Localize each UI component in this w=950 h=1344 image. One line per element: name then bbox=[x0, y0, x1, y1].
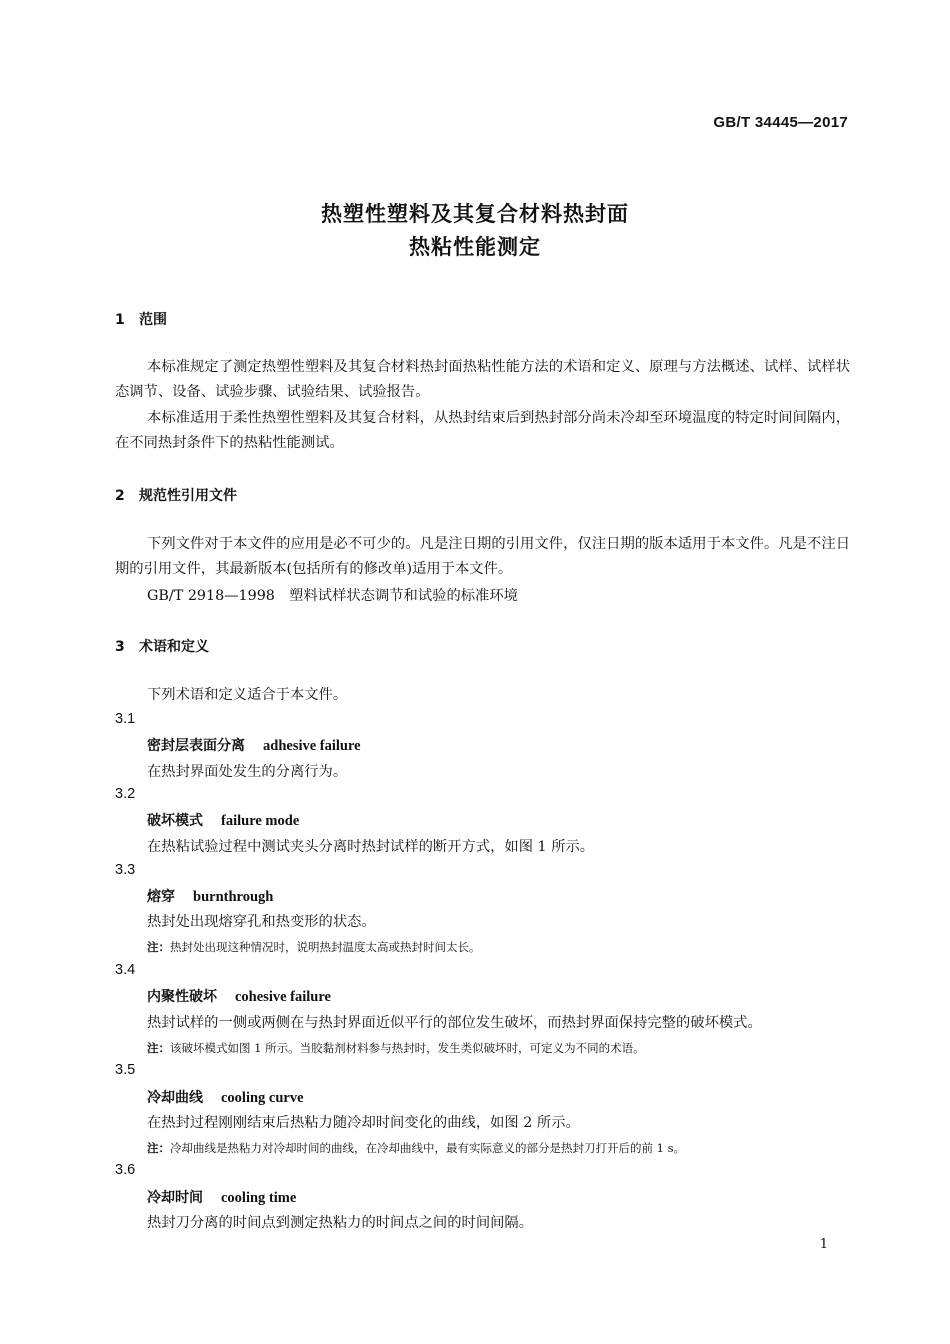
term-en: adhesive failure bbox=[263, 738, 361, 754]
term-note bbox=[147, 1140, 685, 1156]
note-label: 注： bbox=[147, 940, 170, 954]
term-definition: 在热封界面处发生的分离行为。 bbox=[147, 764, 348, 780]
standard-code: GB/T 34445—2017 bbox=[713, 114, 848, 131]
note-text: 热封处出现这种情况时，说明热封温度太高或热封时间太长。 bbox=[170, 940, 481, 954]
term-definition: 热封试样的一侧或两侧在与热封界面近似平行的部位发生破坏，而热封界面保持完整的破坏模式。 bbox=[147, 1015, 762, 1031]
section-2-paragraph: 下列文件对于本文件的应用是必不可少的。凡是注日期的引用文件，仅注日期的版本适用于本文件。凡是不注日期的引用文件，其最新版本(包括所有的修改单)适用于本文件。 bbox=[115, 536, 850, 577]
term-heading bbox=[147, 1087, 304, 1107]
term-zh: 熔穿 bbox=[147, 889, 175, 905]
term-number: 3.5 bbox=[115, 1062, 136, 1078]
term-heading bbox=[147, 1187, 296, 1207]
term-number: 3.1 bbox=[115, 711, 136, 727]
term-heading bbox=[147, 886, 273, 906]
section-title: 规范性引用文件 bbox=[139, 488, 237, 504]
note-label: 注： bbox=[147, 1141, 170, 1155]
section-3-intro: 下列术语和定义适合于本文件。 bbox=[147, 687, 348, 703]
term-zh: 冷却时间 bbox=[147, 1190, 203, 1206]
normative-reference: GB/T 2918—1998 塑料试样状态调节和试验的标准环境 bbox=[147, 588, 518, 604]
term-definition: 热封刀分离的时间点到测定热粘力的时间点之间的时间间隔。 bbox=[147, 1215, 534, 1231]
section-title: 范围 bbox=[139, 312, 167, 328]
term-en: cooling time bbox=[221, 1190, 297, 1206]
term-en: failure mode bbox=[221, 813, 300, 829]
note-text: 冷却曲线是热粘力对冷却时间的曲线，在冷却曲线中，最有实际意义的部分是热封刀打开后的前 1 s。 bbox=[170, 1141, 686, 1155]
term-zh: 破坏模式 bbox=[147, 813, 203, 829]
page-number: 1 bbox=[819, 1237, 828, 1252]
term-definition: 在热封过程刚刚结束后热粘力随冷却时间变化的曲线，如图 2 所示。 bbox=[147, 1115, 580, 1131]
term-heading bbox=[147, 810, 299, 830]
term-number: 3.3 bbox=[115, 862, 136, 878]
term-definition: 在热粘试验过程中测试夹头分离时热封试样的断开方式，如图 1 所示。 bbox=[147, 839, 595, 855]
term-en: cooling curve bbox=[221, 1090, 304, 1106]
term-note bbox=[147, 939, 481, 955]
term-en: cohesive failure bbox=[235, 989, 331, 1005]
term-number: 3.2 bbox=[115, 786, 136, 802]
section-1-paragraph-1: 本标准规定了测定热塑性塑料及其复合材料热封面热粘性能方法的术语和定义、原理与方法概述、试样、试样状态调节、设备、试验步骤、试验结果、试验报告。 bbox=[115, 359, 850, 400]
section-1-heading bbox=[115, 309, 167, 329]
section-3-heading bbox=[115, 636, 209, 656]
note-label: 注： bbox=[147, 1041, 170, 1055]
section-title: 术语和定义 bbox=[139, 639, 209, 655]
term-number: 3.4 bbox=[115, 962, 136, 978]
term-zh: 密封层表面分离 bbox=[147, 738, 245, 754]
section-number: 3 bbox=[115, 639, 125, 655]
term-heading bbox=[147, 986, 331, 1006]
term-number: 3.6 bbox=[115, 1162, 136, 1178]
document-title-line1: 热塑性塑料及其复合材料热封面 bbox=[321, 202, 629, 226]
term-zh: 冷却曲线 bbox=[147, 1090, 203, 1106]
section-number: 1 bbox=[115, 312, 125, 328]
term-definition: 热封处出现熔穿孔和热变形的状态。 bbox=[147, 914, 376, 930]
term-note bbox=[147, 1040, 645, 1056]
term-zh: 内聚性破坏 bbox=[147, 989, 217, 1005]
section-2-heading bbox=[115, 485, 237, 505]
term-heading bbox=[147, 735, 361, 755]
term-en: burnthrough bbox=[193, 889, 274, 905]
document-title-line2: 热粘性能测定 bbox=[409, 235, 541, 259]
section-1-paragraph-2: 本标准适用于柔性热塑性塑料及其复合材料，从热封结束后到热封部分尚未冷却至环境温度的特定时间间隔内，在不同热封条件下的热粘性能测试。 bbox=[115, 410, 850, 451]
note-text: 该破坏模式如图 1 所示。当胶黏剂材料参与热封时，发生类似破坏时，可定义为不同的术语。 bbox=[170, 1041, 645, 1055]
section-number: 2 bbox=[115, 488, 125, 504]
